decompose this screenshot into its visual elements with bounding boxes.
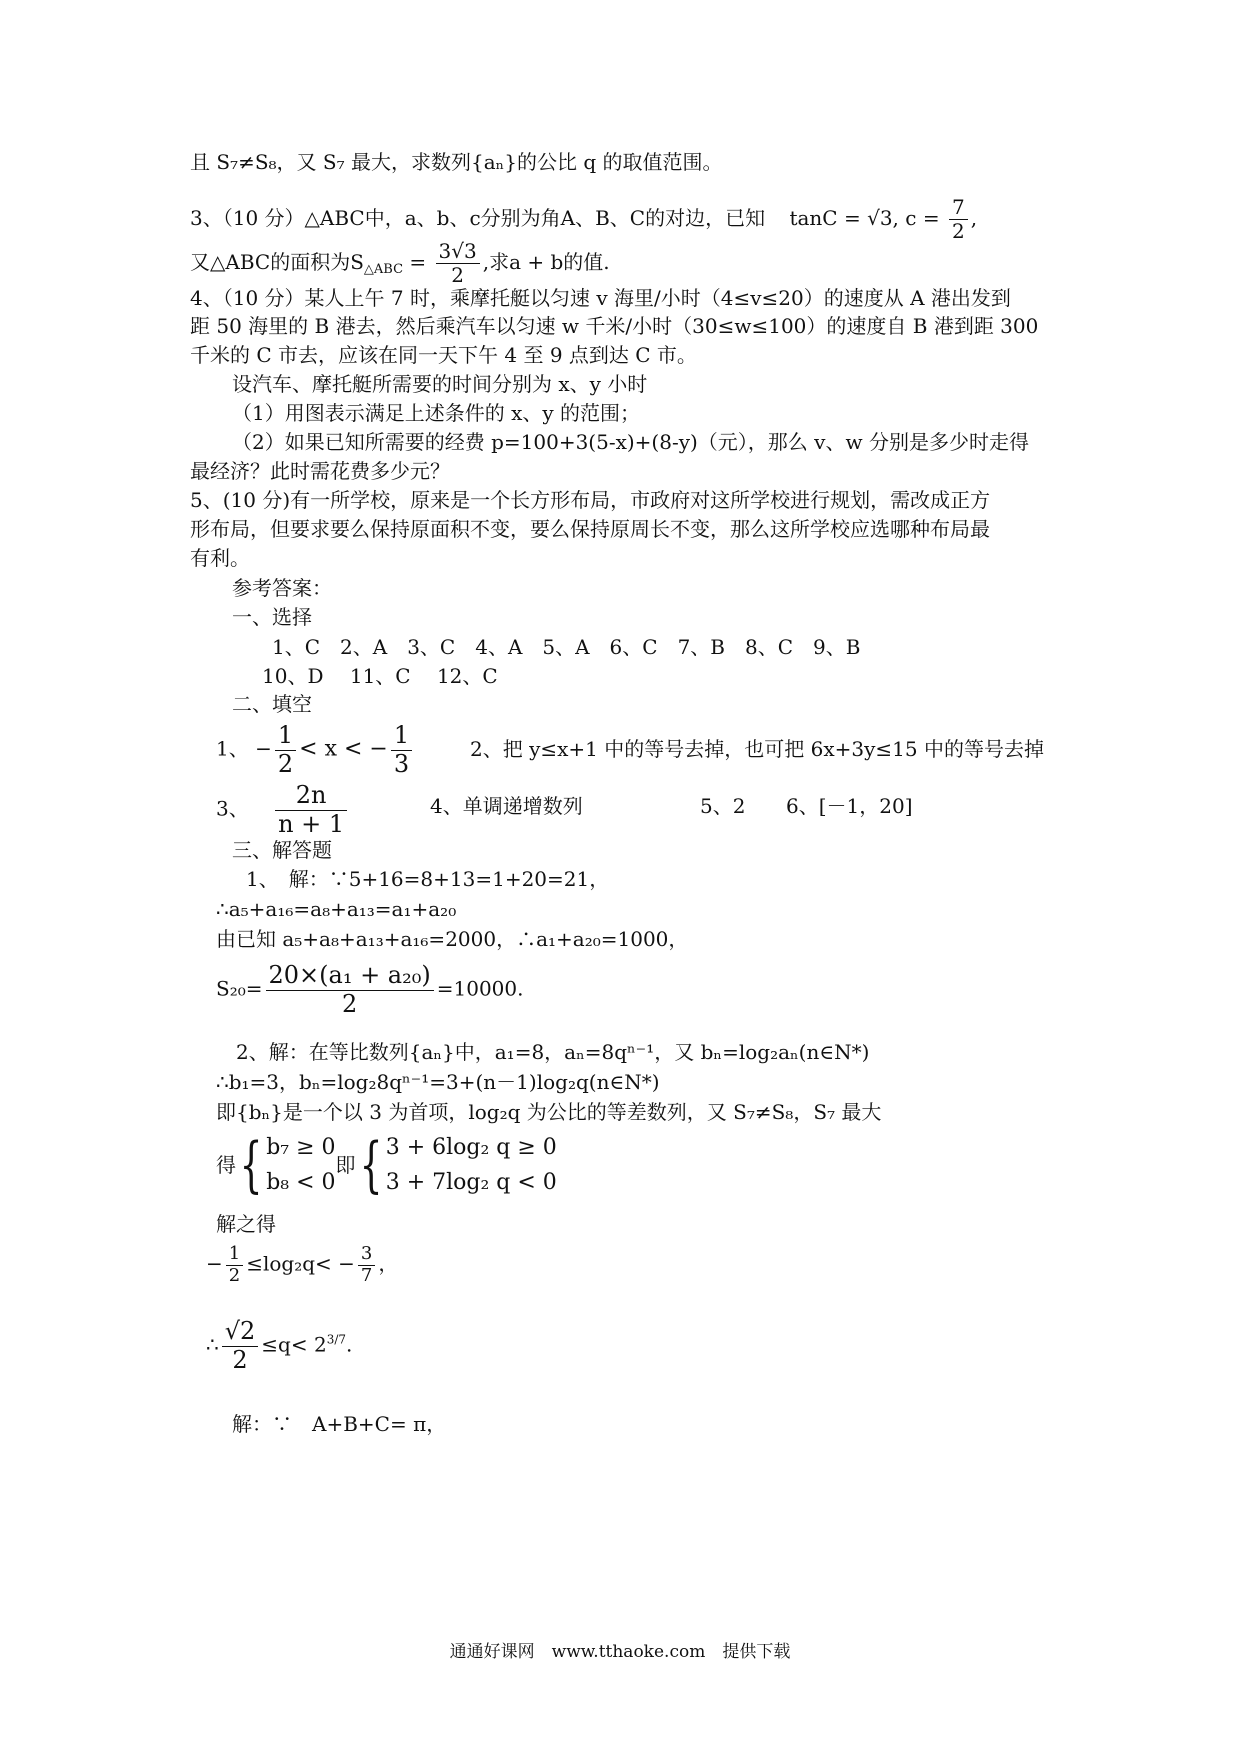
numerator: √2 — [222, 1318, 259, 1347]
denominator: 2 — [228, 1264, 241, 1286]
exponent: 3/7 — [326, 1332, 347, 1347]
denominator: n + 1 — [278, 809, 345, 838]
sqrt2-over-2 — [222, 1318, 259, 1374]
question-3-area-suffix: ,求a + b的值. — [482, 250, 610, 274]
numerator: 1 — [226, 1244, 243, 1266]
left-brace: { — [239, 1130, 263, 1201]
label: 1、 — [216, 736, 249, 761]
question-5-line-2: 形布局，但要求要么保持原面积不变，要么保持原周长不变，那么这所学校应选哪种布局最 — [190, 517, 990, 541]
label: 3、 — [216, 796, 249, 821]
ji: 即 — [335, 1153, 356, 1178]
question-3-line-2 — [190, 240, 610, 287]
system-1 — [266, 1130, 335, 1200]
numerator: 20×(a₁ + a₂₀) — [266, 962, 434, 991]
inequality: < x < − — [299, 736, 388, 762]
numerator: 7 — [949, 196, 968, 220]
solution-1-line-4 — [216, 962, 523, 1018]
denominator: 3 — [393, 749, 410, 778]
question-3-condition: tanC = √3, c = — [789, 206, 940, 230]
solution-2-line-2: ∴b₁=3，bₙ=log₂8qⁿ⁻¹=3+(n－1)log₂q(n∈N*) — [216, 1070, 660, 1094]
ineq: b₈ < 0 — [266, 1170, 336, 1196]
numerator: 3 — [358, 1244, 375, 1266]
comma: ， — [378, 1251, 399, 1276]
therefore: ∴ — [206, 1332, 219, 1357]
fill-answer-5: 5、2 — [700, 794, 746, 818]
fill-answer-2: 2、把 y≤x+1 中的等号去掉，也可把 6x+3y≤15 中的等号去掉 — [470, 737, 1044, 761]
answers-title: 参考答案： — [232, 576, 332, 600]
solution-1-line-3: 由已知 a₅+a₈+a₁₃+a₁₆=2000，∴a₁+a₂₀=1000， — [216, 927, 689, 951]
area-fraction — [436, 240, 480, 287]
fill-answer-4: 4、单调递增数列 — [430, 794, 583, 818]
solution-2-result — [206, 1318, 352, 1374]
denominator: 2 — [341, 989, 358, 1018]
denominator: 7 — [360, 1264, 373, 1286]
fraction-7-2 — [949, 196, 968, 243]
fraction-2n — [275, 782, 347, 838]
choice-answers-row-2: 10、D 11、C 12、C — [262, 664, 498, 688]
question-4-line-2: 距 50 海里的 B 港去，然后乘汽车以匀速 w 千米/小时（30≤w≤100）的速度自 B 港到距 300 — [190, 314, 1039, 338]
section-choice: 一、选择 — [232, 605, 312, 629]
question-4-line-6: （2）如果已知所需要的经费 p=100+3(5-x)+(8-y)（元），那么 v、w 分别是多少时走得 — [232, 430, 1029, 454]
minus: − — [206, 1251, 223, 1276]
section-solutions: 三、解答题 — [232, 838, 332, 862]
question-4-line-1: 4、（10 分）某人上午 7 时，乘摩托艇以匀速 v 海里/小时（4≤v≤20）的速度从 A 港出发到 — [190, 286, 1011, 310]
question-5-line-1: 5、(10 分)有一所学校，原来是一个长方形布局，市政府对这所学校进行规划，需改成正方 — [190, 488, 991, 512]
question-3-area-prefix: 又△ABC的面积为S — [190, 250, 364, 274]
solution-2-line-1: 2、解：在等比数列{aₙ}中，a₁=8，aₙ=8qⁿ⁻¹，又 bₙ=log₂aₙ(n∈N*) — [236, 1040, 870, 1064]
solution-2-solve: 解之得 — [216, 1212, 276, 1236]
solution-1-line-1: 1、 解：∵5+16=8+13=1+20=21， — [246, 867, 610, 891]
solution-2-inequality — [206, 1244, 398, 1286]
question-4-line-7: 最经济？此时需花费多少元？ — [190, 459, 450, 483]
fill-answer-1 — [216, 722, 415, 778]
mid: ≤log₂q< − — [246, 1251, 355, 1276]
solution-3-line-1: 解：∵ A+B+C= π， — [232, 1412, 447, 1436]
numerator: 3√3 — [436, 240, 480, 264]
fill-answer-6: 6、[－1，20] — [786, 794, 913, 818]
mid: ≤q< 2 — [261, 1332, 327, 1357]
fraction-1-2 — [275, 722, 296, 778]
de: 得 — [216, 1153, 236, 1178]
solution-1-line-2: ∴a₅+a₁₆=a₈+a₁₃=a₁+a₂₀ — [216, 897, 457, 921]
triangle-subscript: △ABC — [363, 262, 404, 277]
fraction-1-3 — [391, 722, 412, 778]
denominator: 2 — [277, 749, 294, 778]
footer: 通通好课网 www.tthaoke.com 提供下载 — [449, 1642, 791, 1662]
denominator: 2 — [451, 263, 464, 287]
fill-answer-3 — [216, 782, 350, 838]
question-4-line-4: 设汽车、摩托艇所需要的时间分别为 x、y 小时 — [232, 372, 648, 396]
system-2 — [386, 1130, 557, 1200]
numerator: 1 — [275, 722, 296, 751]
minus: − — [255, 736, 272, 761]
equals: = — [403, 250, 427, 274]
choice-answers-row-1: 1、C 2、A 3、C 4、A 5、A 6、C 7、B 8、C 9、B — [272, 635, 861, 659]
period: . — [346, 1332, 353, 1357]
question-4-line-3: 千米的 C 市去，应该在同一天下午 4 至 9 点到达 C 市。 — [190, 343, 697, 367]
numerator: 1 — [391, 722, 412, 751]
question-3-line-1: 3、（10 分）△ABC中，a、b、c分别为角A、B、C的对边，已知 tanC = √3, c = $\frac{7}{2}$ , — [190, 195, 978, 243]
ineq: 3 + 6log₂ q ≥ 0 — [385, 1135, 557, 1160]
solution-2-line-3: 即{bₙ}是一个以 3 为首项，log₂q 为公比的等差数列，又 S₇≠S₈，S₇ 最大 — [216, 1100, 882, 1124]
question-4-line-5: （1）用图表示满足上述条件的 x、y 的范围； — [232, 401, 641, 425]
ineq: b₇ ≥ 0 — [266, 1135, 336, 1160]
solution-2-system — [216, 1130, 557, 1200]
fraction-3-7 — [358, 1244, 375, 1286]
ineq: 3 + 7log₂ q < 0 — [385, 1170, 557, 1196]
section-fill: 二、填空 — [232, 692, 312, 716]
question-5-line-3: 有利。 — [190, 546, 250, 570]
fraction-1-2 — [226, 1244, 243, 1286]
left-brace: { — [359, 1130, 383, 1201]
question-3-prefix: 3、（10 分）△ABC中，a、b、c分别为角A、B、C的对边，已知 — [190, 206, 766, 230]
sum-fraction — [266, 962, 434, 1018]
s20: S₂₀= — [216, 976, 263, 1001]
question-2-tail: 且 S₇≠S₈，又 S₇ 最大，求数列{aₙ}的公比 q 的取值范围。 — [190, 150, 723, 174]
result: =10000. — [436, 976, 524, 1001]
denominator: 2 — [951, 219, 965, 243]
denominator: 2 — [232, 1345, 248, 1374]
numerator: 2n — [275, 782, 347, 811]
